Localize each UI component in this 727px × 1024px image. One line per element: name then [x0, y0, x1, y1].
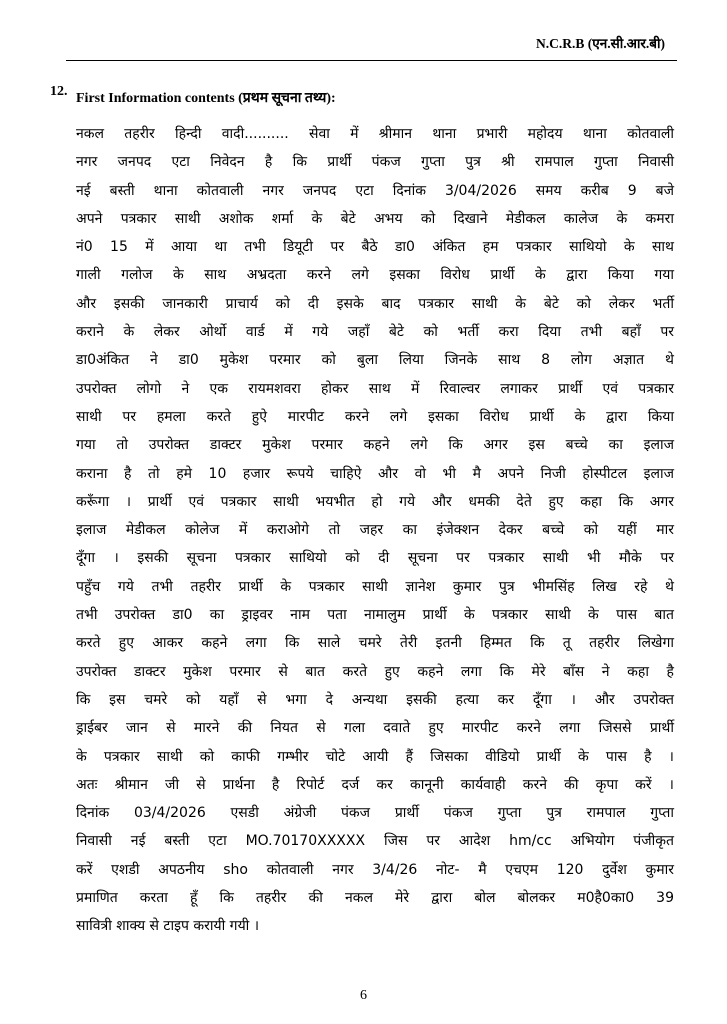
- body-line: निवासी नई बस्ती एटा MO.70170XXXXX जिस पर आदेश hm/cc अभियोग पंजीकृत: [76, 833, 674, 850]
- body-line: ड्राईबर जान से मारने की नियत से गला दवाते हुए मारपीट करने लगा जिससे प्रार्थी: [76, 720, 674, 737]
- body-line: के पत्रकार साथी को काफी गम्भीर चोटे आयी हैं जिसका वीडियो प्रार्थी के पास है ।: [76, 748, 674, 765]
- header-divider: [66, 60, 677, 61]
- section-number: 12.: [50, 84, 68, 99]
- body-line: दिनांक 03/4/2026 एसडी अंग्रेजी पंकज प्रार्थी पंकज गुप्ता पुत्र रामपाल गुप्ता: [76, 805, 674, 822]
- body-line: दूँगा । इसकी सूचना पत्रकार साथियो को दी सूचना पर पत्रकार साथी भी मौके पर: [76, 550, 674, 567]
- section-title: First Information contents (प्रथम सूचना तथ्य):: [76, 91, 336, 106]
- body-line: करूँगा । प्रार्थी एवं पत्रकार साथी भयभीत हो गये और धमकी देते हुए कहा कि अगर: [76, 493, 674, 510]
- body-line: तभी उपरोक्त डा0 का ड्राइवर नाम पता नामालुम प्रार्थी के पत्रकार साथी के पास बात: [76, 607, 674, 624]
- body-line: नई बस्ती थाना कोतवाली नगर जनपद एटा दिनांक 3/04/2026 समय करीब 9 बजे: [76, 182, 674, 199]
- body-line: कराने के लेकर ओर्थो वार्ड में गये जहाँ बेटे को भर्ती करा दिया तभी बहाँ पर: [76, 324, 674, 341]
- body-line: नं0 15 में आया था तभी डियूटी पर बैठे डा0 अंकित हम पत्रकार साथियो के साथ: [76, 239, 674, 256]
- body-line: कराना है तो हमे 10 हजार रूपये चाहिऐ और वो भी मै अपने निजी होस्पीटल इलाज: [76, 465, 674, 482]
- body-line: पहुँच गये तभी तहरीर प्रार्थी के पत्रकार साथी ज्ञानेश कुमार पुत्र भीमसिंह लिख रहे थे: [76, 578, 674, 595]
- page-number: 6: [360, 988, 367, 1003]
- body-line: अतः श्रीमान जी से प्रार्थना है रिपोर्ट दर्ज कर कानूनी कार्यवाही करने की कृपा करें ।: [76, 776, 674, 793]
- body-line: कि इस चमरे को यहाँ से भगा दे अन्यथा इसकी हत्या कर दूँगा । और उपरोक्त: [76, 691, 674, 708]
- body-line: गाली गलोज के साथ अभ्रदता करने लगे इसका विरोध प्रार्थी के द्वारा किया गया: [76, 267, 674, 284]
- body-line: सावित्री शाक्य से टाइप करायी गयी ।: [76, 918, 260, 935]
- body-line: नगर जनपद एटा निवेदन है कि प्रार्थी पंकज गुप्ता पुत्र श्री रामपाल गुप्ता निवासी: [76, 154, 674, 171]
- body-line: अपने पत्रकार साथी अशोक शर्मा के बेटे अभय को दिखाने मेडीकल कालेज के कमरा: [76, 210, 674, 227]
- body-line: गया तो उपरोक्त डाक्टर मुकेश परमार कहने लगे कि अगर इस बच्चे का इलाज: [76, 437, 674, 454]
- body-line: उपरोक्त डाक्टर मुकेश परमार से बात करते हुए कहने लगा कि मेरे बाँस ने कहा है: [76, 663, 674, 680]
- body-line: नकल तहरीर हिन्दी वादी.......... सेवा में श्रीमान थाना प्रभारी महोदय थाना कोतवाली: [76, 126, 674, 142]
- body-line: प्रमाणित करता हूँ कि तहरीर की नकल मेरे द्वारा बोल बोलकर म0है0का0 39: [76, 890, 674, 907]
- body-line: इलाज मेडीकल कोलेज में कराओगे तो जहर का इंजेक्शन देकर बच्चे को यहीं मार: [76, 522, 674, 539]
- body-line: उपरोक्त लोगो ने एक रायमशवरा होकर साथ में रिवाल्वर लगाकर प्रार्थी एवं पत्रकार: [76, 380, 674, 397]
- document-header: N.C.R.B (एन.सी.आर.बी): [536, 36, 665, 51]
- body-line: साथी पर हमला करते हुऐ मारपीट करने लगे इसका विरोध प्रार्थी के द्वारा किया: [76, 408, 674, 425]
- body-line: करें एशडी अपठनीय sho कोतवाली नगर 3/4/26 नोट- मै एचएम 120 दुर्वेश कुमार: [76, 861, 674, 878]
- first-information-body: [76, 120, 674, 941]
- body-line: डा0अंकित ने डा0 मुकेश परमार को बुला लिया जिनके साथ 8 लोग अज्ञात थे: [76, 352, 674, 369]
- body-line: करते हुए आकर कहने लगा कि साले चमरे तेरी इतनी हिम्मत कि तू तहरीर लिखेगा: [76, 635, 674, 652]
- body-line: और इसकी जानकारी प्राचार्य को दी इसके बाद पत्रकार साथी के बेटे को लेकर भर्ती: [76, 295, 674, 312]
